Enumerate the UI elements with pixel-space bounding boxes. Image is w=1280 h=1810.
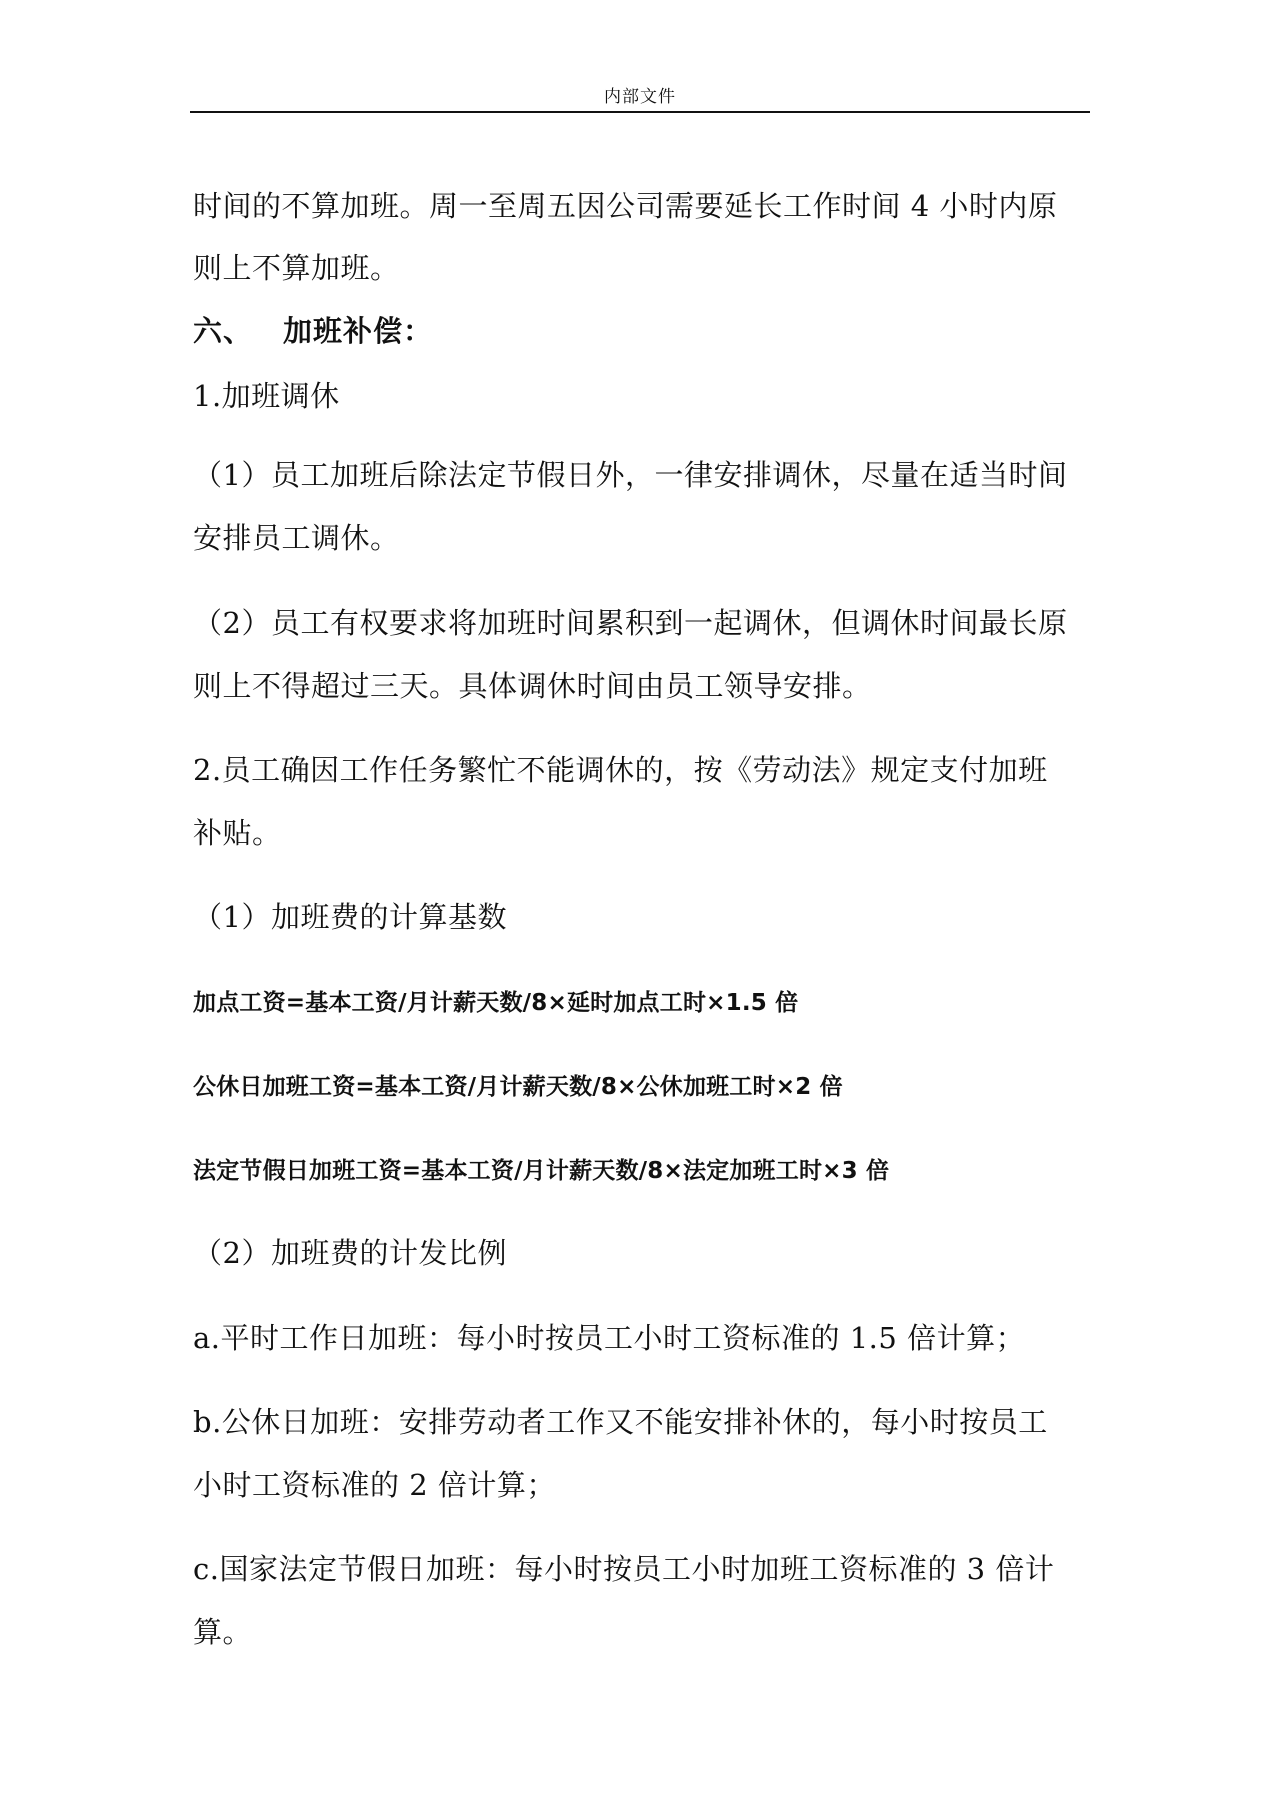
rule-a: a.平时工作日加班：每小时按员工小时工资标准的 1.5 倍计算；	[193, 1321, 1026, 1355]
item-2-line-1: 2.员工确因工作任务繁忙不能调休的，按《劳动法》规定支付加班	[193, 753, 1048, 787]
item-2-line-2: 补贴。	[193, 816, 282, 850]
rule-b-line-2: 小时工资标准的 2 倍计算；	[193, 1468, 556, 1502]
item-1-paragraph-1-line-2: 安排员工调休。	[193, 521, 400, 555]
item-2-subheading-2: （2）加班费的计发比例	[193, 1236, 507, 1270]
section-number: 六、	[193, 314, 254, 348]
item-2-subheading-1: （1）加班费的计算基数	[193, 900, 507, 934]
section-title: 加班补偿：	[283, 314, 434, 348]
item-1-title: 1.加班调休	[193, 379, 340, 413]
section-heading	[193, 313, 433, 349]
formula-overtime-extension: 加点工资=基本工资/月计薪天数/8×延时加点工时×1.5 倍	[193, 990, 799, 1016]
intro-line-2: 则上不算加班。	[193, 251, 400, 285]
rule-c-line-2: 算。	[193, 1615, 253, 1649]
page-header-title: 内部文件	[604, 87, 676, 107]
intro-line-1: 时间的不算加班。周一至周五因公司需要延长工作时间 4 小时内原	[193, 189, 1058, 223]
formula-public-holiday: 法定节假日加班工资=基本工资/月计薪天数/8×法定加班工时×3 倍	[193, 1158, 890, 1184]
item-1-paragraph-2-line-2: 则上不得超过三天。具体调休时间由员工领导安排。	[193, 669, 872, 703]
formula-rest-day: 公休日加班工资=基本工资/月计薪天数/8×公休加班工时×2 倍	[193, 1074, 843, 1100]
item-1-paragraph-2-line-1: （2）员工有权要求将加班时间累积到一起调休，但调休时间最长原	[193, 606, 1068, 640]
rule-b-line-1: b.公休日加班：安排劳动者工作又不能安排补休的，每小时按员工	[193, 1405, 1048, 1439]
header-divider	[190, 111, 1090, 113]
item-1-paragraph-1-line-1: （1）员工加班后除法定节假日外，一律安排调休，尽量在适当时间	[193, 458, 1068, 492]
rule-c-line-1: c.国家法定节假日加班：每小时按员工小时加班工资标准的 3 倍计	[193, 1552, 1055, 1586]
